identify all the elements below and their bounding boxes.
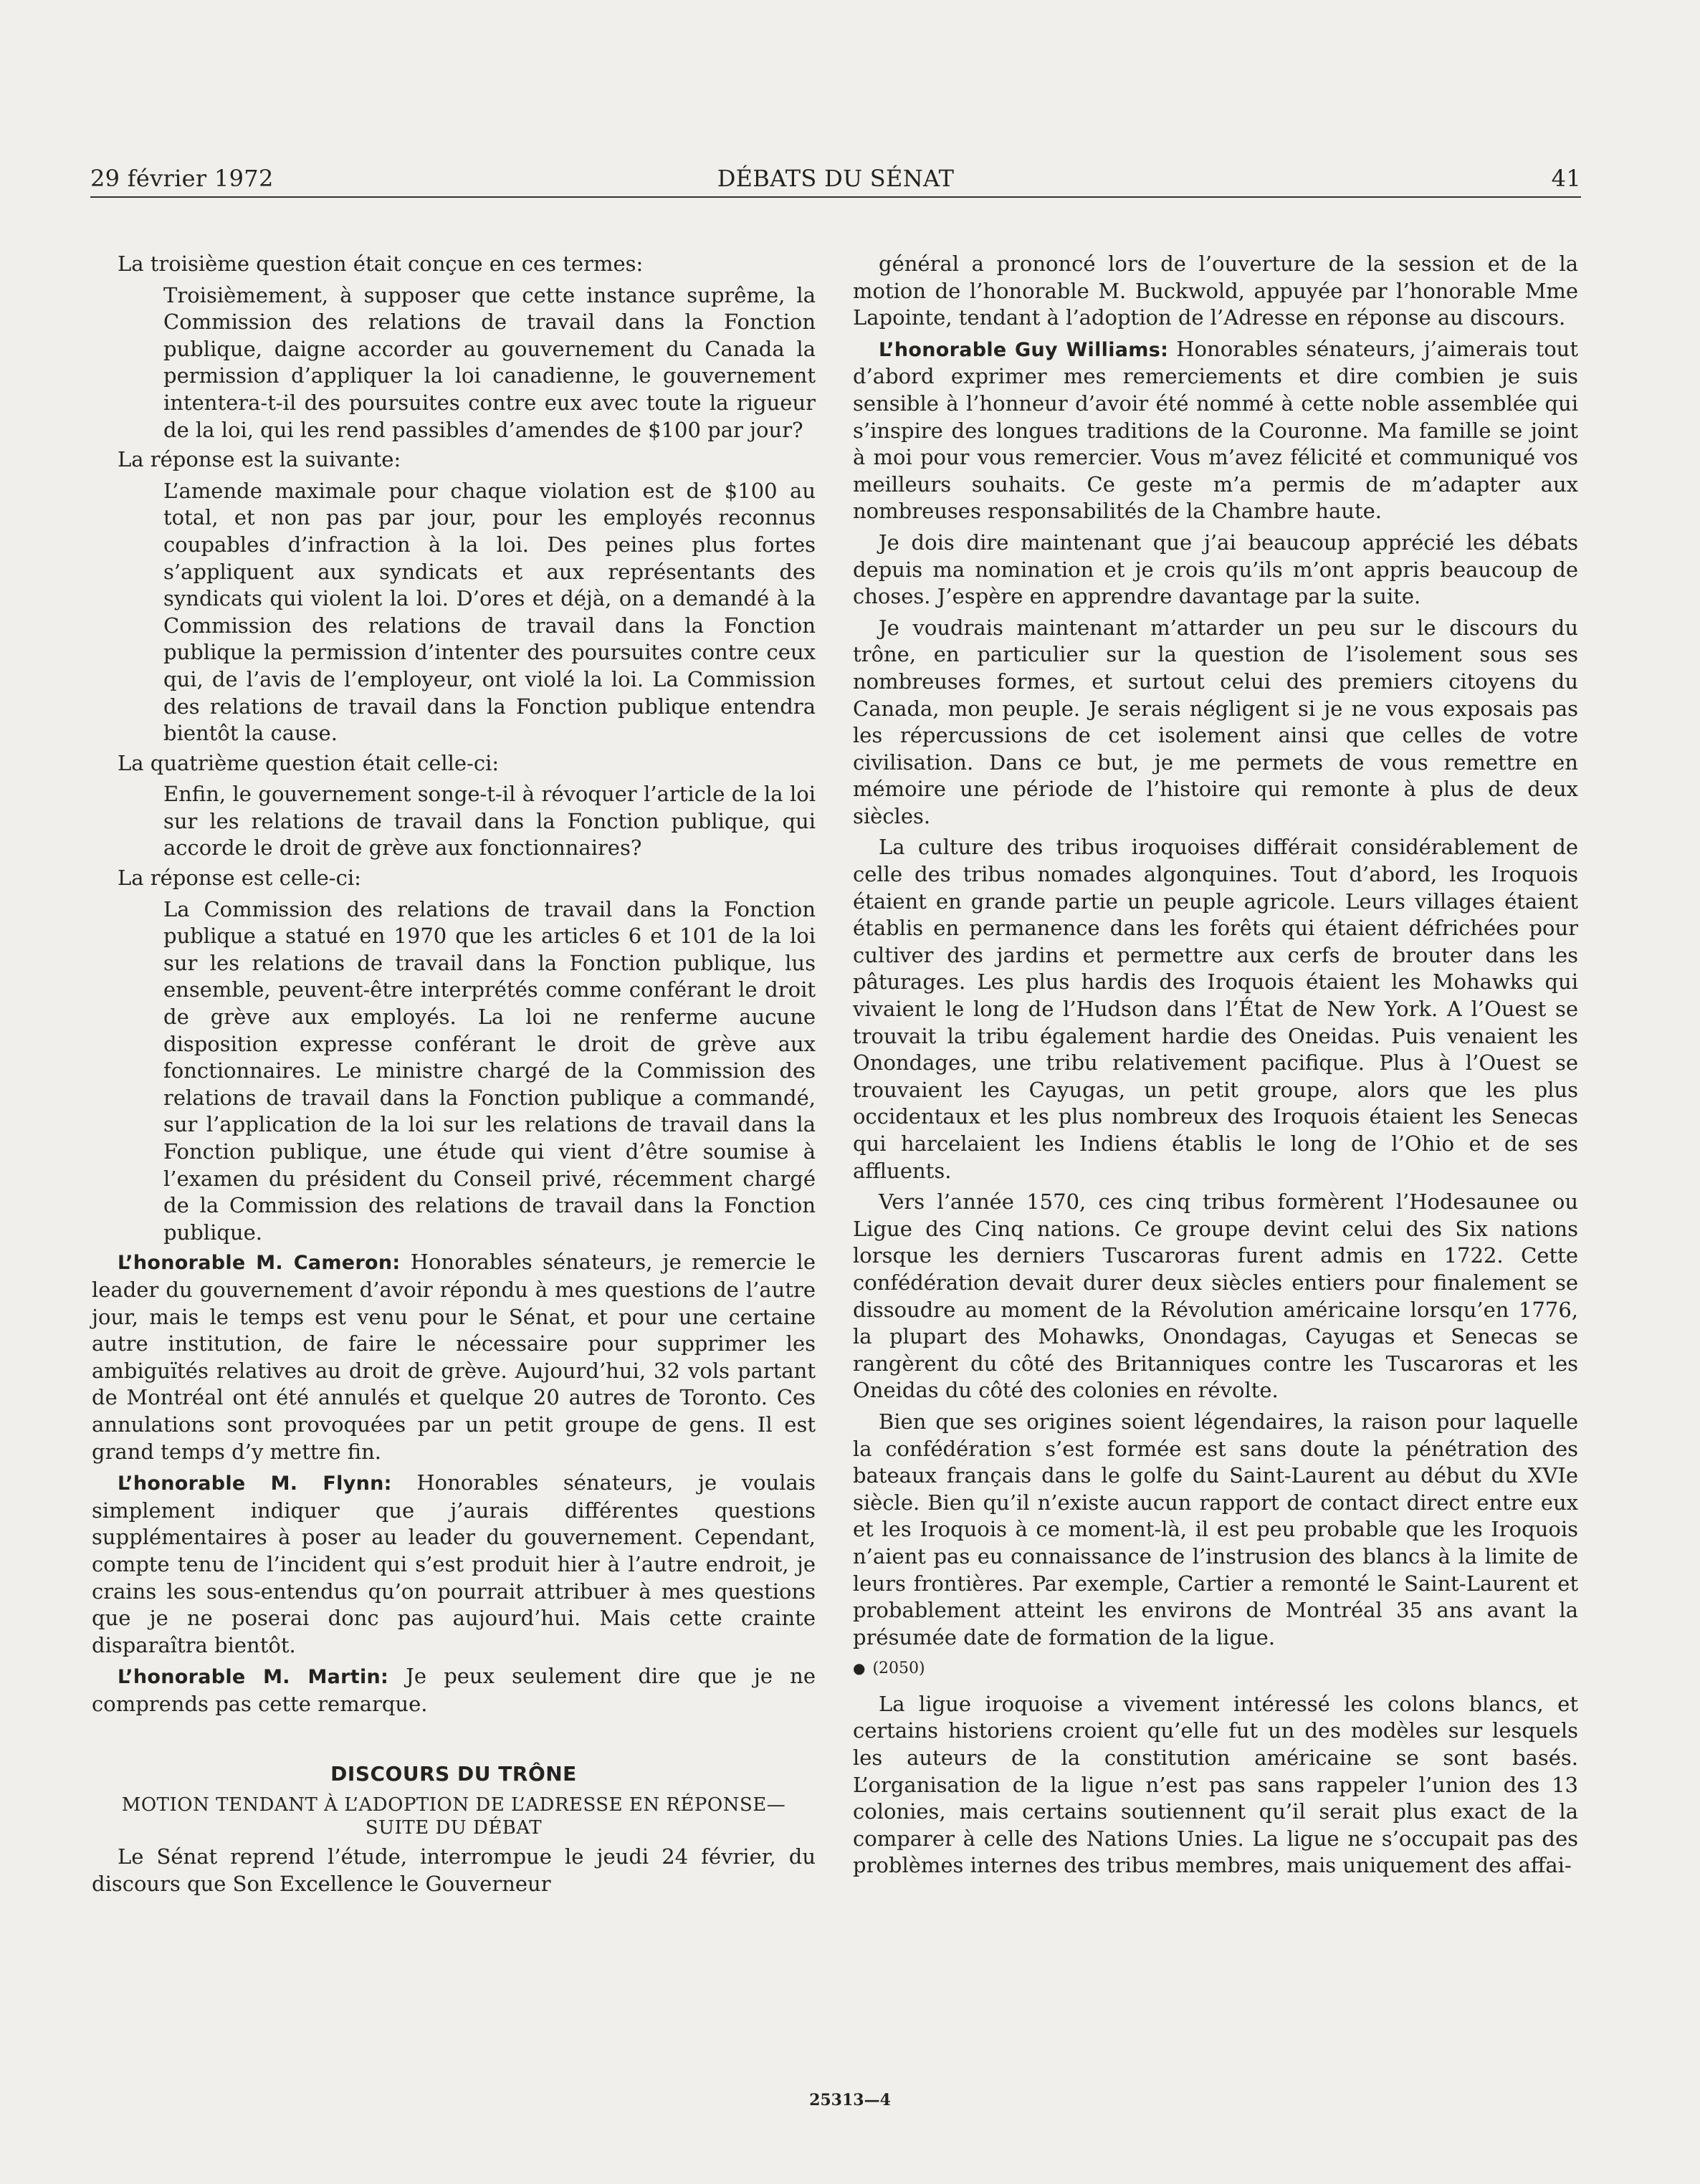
page-signature: 25313—4 (809, 2091, 891, 2109)
paragraph: La ligue iroquoise a vivement intéressé les colons blancs, et certains historiens croient qu’elle fut un des modèles sur lesquels les auteurs de la constitution américaine se sont basés. L’organisation de la ligue n’est pas sans rappeler l’union des 13 colonies, mais certains soutiennent qu’il serait plus exact de la comparer à celle des Nations Unies. La ligue ne s’occupait pas des problèmes internes des tribus membres, mais uniquement des affai- (853, 1691, 1578, 1878)
paragraph: La réponse est la suivante: (118, 447, 401, 472)
header-page-number: 41 (1551, 165, 1581, 192)
speaker-name: L’honorable Guy Williams: (879, 338, 1169, 361)
paragraph: La culture des tribus iroquoises différait considérablement de celle des tribus nomades algonquines. Tout d’abord, les Iroquois étaient en grande partie un peuple agricole. Leurs villages étaient établis en permanence dans les forêts qui étaient défrichées pour cultiver des jardins et permettre aux cerfs de brouter dans les pâturages. Les plus hardis des Iroquois étaient les Mohawks qui vivaient le long de l’Hudson dans l’État de New York. A l’Ouest se trouvait la tribu également hardie des Oneidas. Puis venaient les Onondages, une tribu relativement pacifique. Plus à l’Ouest se trouvaient les Cayugas, un petit groupe, alors que les plus occidentaux et les plus nombreux des Iroquois étaient les Senecas qui harcelaient les Indiens établis le long de l’Ohio et de ses affluents. (853, 835, 1578, 1183)
speech-paragraph (92, 1249, 816, 1465)
speech-text: Honorables sénateurs, je voulais simplement indiquer que j’aurais différentes questions supplémentaires à poser au leader du gouvernement. Cependant, compte tenu de l’incident qui s’est produit hier à l’autre endroit, je crains les sous-entendus qu’on pourrait attribuer à mes questions que je ne poserai donc pas aujourd’hui. Mais cette crainte disparaîtra bientôt. (92, 1470, 816, 1657)
paragraph: Le Sénat reprend l’étude, interrompue le jeudi 24 février, du discours que Son Excellence le Gouverneur (92, 1844, 816, 1896)
section-subtitle: MOTION TENDANT À L’ADOPTION DE L’ADRESSE EN RÉPONSE—SUITE DU DÉBAT (121, 1794, 786, 1839)
speech-paragraph (92, 1663, 816, 1718)
section-title: DISCOURS DU TRÔNE (330, 1762, 577, 1786)
paragraph: Vers l’année 1570, ces cinq tribus formèrent l’Hodesaunee ou Ligue des Cinq nations. Ce groupe devint celui des Six nations lorsque les derniers Tuscaroras furent admis en 1722. Cette confédération devait durer deux siècles entiers pour finalement se dissoudre au moment de la Révolution américaine lorsqu’en 1776, la plupart des Mohawks, Onondagas, Cayugas et Senecas se rangèrent du côté des Britanniques contre les Tuscaroras et les Oneidas du côté des colonies en révolte. (853, 1189, 1578, 1403)
paragraph: général a prononcé lors de l’ouverture de la session et de la motion de l’honorable M. Buckwold, appuyée par l’honorable Mme Lapointe, tendant à l’adoption de l’Adresse en réponse au discours. (853, 252, 1578, 330)
quoted-answer: La Commission des relations de travail dans la Fonction publique a statué en 1970 que les articles 6 et 101 de la loi sur les relations de travail dans la Fonction publique, lus ensemble, peuvent-être interprétés comme conférant le droit de grève aux employés. La loi ne renferme aucune disposition expresse conférant le droit de grève aux fonctionnaires. Le ministre chargé de la Commission des relations de travail dans la Fonction publique a commandé, sur l’application de la loi sur les relations de travail dans la Fonction publique, une étude qui vient d’être soumise à l’examen du président du Conseil privé, récemment chargé de la Commission des relations de travail dans la Fonction publique. (163, 896, 816, 1245)
left-column (92, 251, 816, 1902)
quoted-question: Enfin, le gouvernement songe-t-il à révoquer l’article de la loi sur les relations de travail dans la Fonction publique, qui accorde le droit de grève aux fonctionnaires? (163, 782, 816, 861)
paragraph: Je dois dire maintenant que j’ai beaucoup apprécié les débats depuis ma nomination et je crois qu’ils m’ont appris beaucoup de choses. J’espère en apprendre davantage par la suite. (853, 530, 1578, 609)
speech-paragraph (92, 1470, 816, 1659)
speech-text: Honorables sénateurs, j’aimerais tout d’abord exprimer mes remerciements et dire combien je suis sensible à l’honneur d’avoir été nommé à cette noble assemblée qui s’inspire des longues traditions de la Couronne. Ma famille se joint à moi pour vous remercier. Vous m’avez félicité et communiqué vos meilleurs souhaits. Ce geste m’a permis de m’adapter aux nombreuses responsabilités de la Chambre haute. (853, 336, 1579, 524)
right-column (853, 251, 1578, 1884)
time-marker (853, 1655, 1578, 1682)
quoted-question: Troisièmement, à supposer que cette instance suprême, la Commission des relations de travail dans la Fonction publique, daigne accorder au gouvernement du Canada la permission d’appliquer la loi canadienne, le gouvernement intentera-t-il des poursuites contre eux avec toute la rigueur de la loi, qui les rend passibles d’amendes de $100 par jour? (163, 282, 816, 442)
paragraph: La réponse est celle-ci: (118, 866, 361, 891)
speech-paragraph (853, 336, 1578, 525)
speaker-name: L’honorable M. Martin: (118, 1666, 389, 1689)
paragraph: Je voudrais maintenant m’attarder un peu sur le discours du trône, en particulier sur la question de l’isolement sous ses nombreuses formes, et surtout celui des premiers citoyens du Canada, mon peuple. Je serais négligent si je ne vous exposais pas les répercussions de cet isolement ainsi que celles de votre civilisation. Dans ce but, je me permets de vous remettre en mémoire une période de l’histoire qui remonte à plus de deux siècles. (853, 615, 1578, 828)
quoted-answer: L’amende maximale pour chaque violation est de $100 au total, et non pas par jour, pour les employés reconnus coupables d’infraction à la loi. Des peines plus fortes s’appliquent aux syndicats et aux représentants des syndicats qui violent la loi. D’ores et déjà, on a demandé à la Commission des relations de travail dans la Fonction publique la permission d’intenter des poursuites contre ceux qui, de l’avis de l’employeur, ont violé la loi. La Commission des relations de travail dans la Fonction publique entendra bientôt la cause. (163, 478, 816, 746)
bullet-icon: ● (853, 1659, 866, 1677)
speech-text: Je peux seulement dire que je ne comprends pas cette remarque. (92, 1664, 816, 1716)
time-marker-text: (2050) (872, 1659, 925, 1678)
paragraph: La troisième question était conçue en ces termes: (118, 252, 644, 276)
speaker-name: L’honorable M. Cameron: (118, 1252, 401, 1275)
header-title: DÉBATS DU SÉNAT (717, 165, 955, 192)
page-header (90, 161, 1581, 198)
header-date: 29 février 1972 (90, 165, 274, 192)
paragraph: Bien que ses origines soient légendaires, la raison pour laquelle la confédération s’est formée est sans doute la pénétration des bateaux français dans le golfe du Saint-Laurent au début du XVIe siècle. Bien qu’il n’existe aucun rapport de contact direct entre eux et les Iroquois à ce moment-là, il est peu probable que les Iroquois n’aient pas eu connaissance de l’instrusion des blancs à la limite de leurs frontières. Par exemple, Cartier a remonté le Saint-Laurent et probablement atteint les environs de Montréal 35 ans avant la présumée date de formation de la ligue. (853, 1409, 1578, 1649)
speech-text: Honorables sénateurs, je remercie le leader du gouvernement d’avoir répondu à mes questions de l’autre jour, mais le temps est venu pour le Sénat, et pour une certaine autre institution, de faire le nécessaire pour supprimer les ambiguïtés relatives au droit de grève. Aujourd’hui, 32 vols partant de Montréal ont été annulés et quelque 20 autres de Toronto. Ces annulations sont provoquées par un petit groupe de gens. Il est grand temps d’y mettre fin. (92, 1250, 816, 1464)
paragraph: La quatrième question était celle-ci: (118, 750, 500, 775)
speaker-name: L’honorable M. Flynn: (118, 1472, 392, 1495)
